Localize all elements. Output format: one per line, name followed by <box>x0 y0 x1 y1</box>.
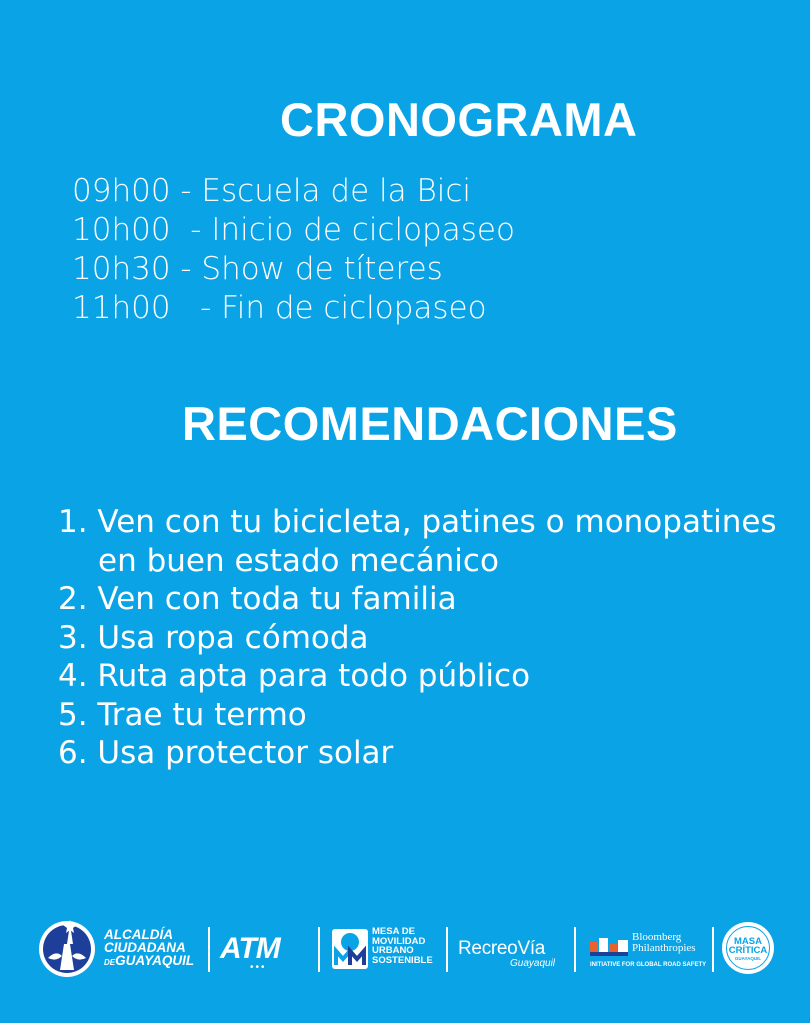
atm-wordmark: ATM <box>220 932 280 965</box>
recommendation-item: 3. Usa ropa cómoda <box>58 619 369 656</box>
schedule-item: 10h30 - Show de títeres <box>72 251 443 287</box>
sponsor-logos-bar <box>30 872 790 992</box>
recommendation-item: 2. Ven con toda tu familia <box>58 581 457 617</box>
masa-critica-logo <box>722 922 774 974</box>
schedule-item: 10h00 - Inicio de ciclopaseo <box>72 212 515 248</box>
recommendation-item: 1. Ven con tu bicicleta, patines o monopatines <box>58 504 777 540</box>
bloomberg-line2: Philanthropies <box>632 942 696 954</box>
recommendations-list <box>58 503 778 773</box>
cronograma-title: CRONOGRAMA <box>280 93 638 146</box>
masa-line3: GUAYAQUIL <box>734 956 762 961</box>
alcaldia-seal-icon <box>38 920 96 978</box>
recommendation-item: 4. Ruta apta para todo público <box>58 658 531 694</box>
schedule-list <box>72 172 515 328</box>
mesa-movilidad-logo <box>332 927 442 977</box>
bloomberg-wordmark <box>632 932 696 954</box>
logo-divider <box>712 927 714 972</box>
mmus-line3: URBANO <box>372 945 414 956</box>
mmus-line1: MESA DE <box>372 926 415 937</box>
recreovia-subtitle: Guayaquil <box>510 958 556 969</box>
logo-divider <box>574 927 576 972</box>
logo-divider <box>446 927 448 972</box>
recommendation-item-continuation: en buen estado mecánico <box>98 542 499 579</box>
logo-divider <box>208 927 210 972</box>
logo-divider <box>318 927 320 972</box>
recommendation-item: 6. Usa protector solar <box>58 735 394 771</box>
mmus-line4: SOSTENIBLE <box>372 954 433 966</box>
schedule-item: 09h00 - Escuela de la Bici <box>72 173 472 209</box>
recreovia-wordmark: RecreoVía <box>458 938 546 959</box>
bloomberg-tagline: INITIATIVE FOR GLOBAL ROAD SAFETY <box>590 962 707 968</box>
mmus-mark-icon <box>332 929 368 969</box>
masa-critica-ring <box>726 926 770 970</box>
alcaldia-wordmark <box>104 928 194 969</box>
masa-line1: MASA <box>734 936 762 947</box>
mmus-wordmark <box>372 927 433 965</box>
bloomberg-philanthropies-logo <box>590 930 708 975</box>
schedule-item: 11h00 - Fin de ciclopaseo <box>72 290 487 326</box>
mmus-line2: MOVILIDAD <box>372 935 426 947</box>
recommendation-item: 5. Trae tu termo <box>58 696 307 733</box>
recomendaciones-title: RECOMENDACIONES <box>182 397 678 450</box>
bloomberg-line1: Bloomberg <box>632 931 682 943</box>
bloomberg-buildings-icon <box>590 934 628 956</box>
atm-dots: ••• <box>250 962 267 973</box>
alcaldia-de: DE <box>104 958 116 967</box>
alcaldia-line3: GUAYAQUIL <box>115 953 195 968</box>
alcaldia-guayaquil-logo <box>30 872 200 992</box>
masa-line2: CRÍTICA <box>728 945 768 956</box>
alcaldia-line1: ALCALDÍA <box>104 927 173 942</box>
atm-logo <box>220 932 280 973</box>
alcaldia-line2: CIUDADANA <box>104 940 186 955</box>
recreovia-logo <box>458 938 556 969</box>
